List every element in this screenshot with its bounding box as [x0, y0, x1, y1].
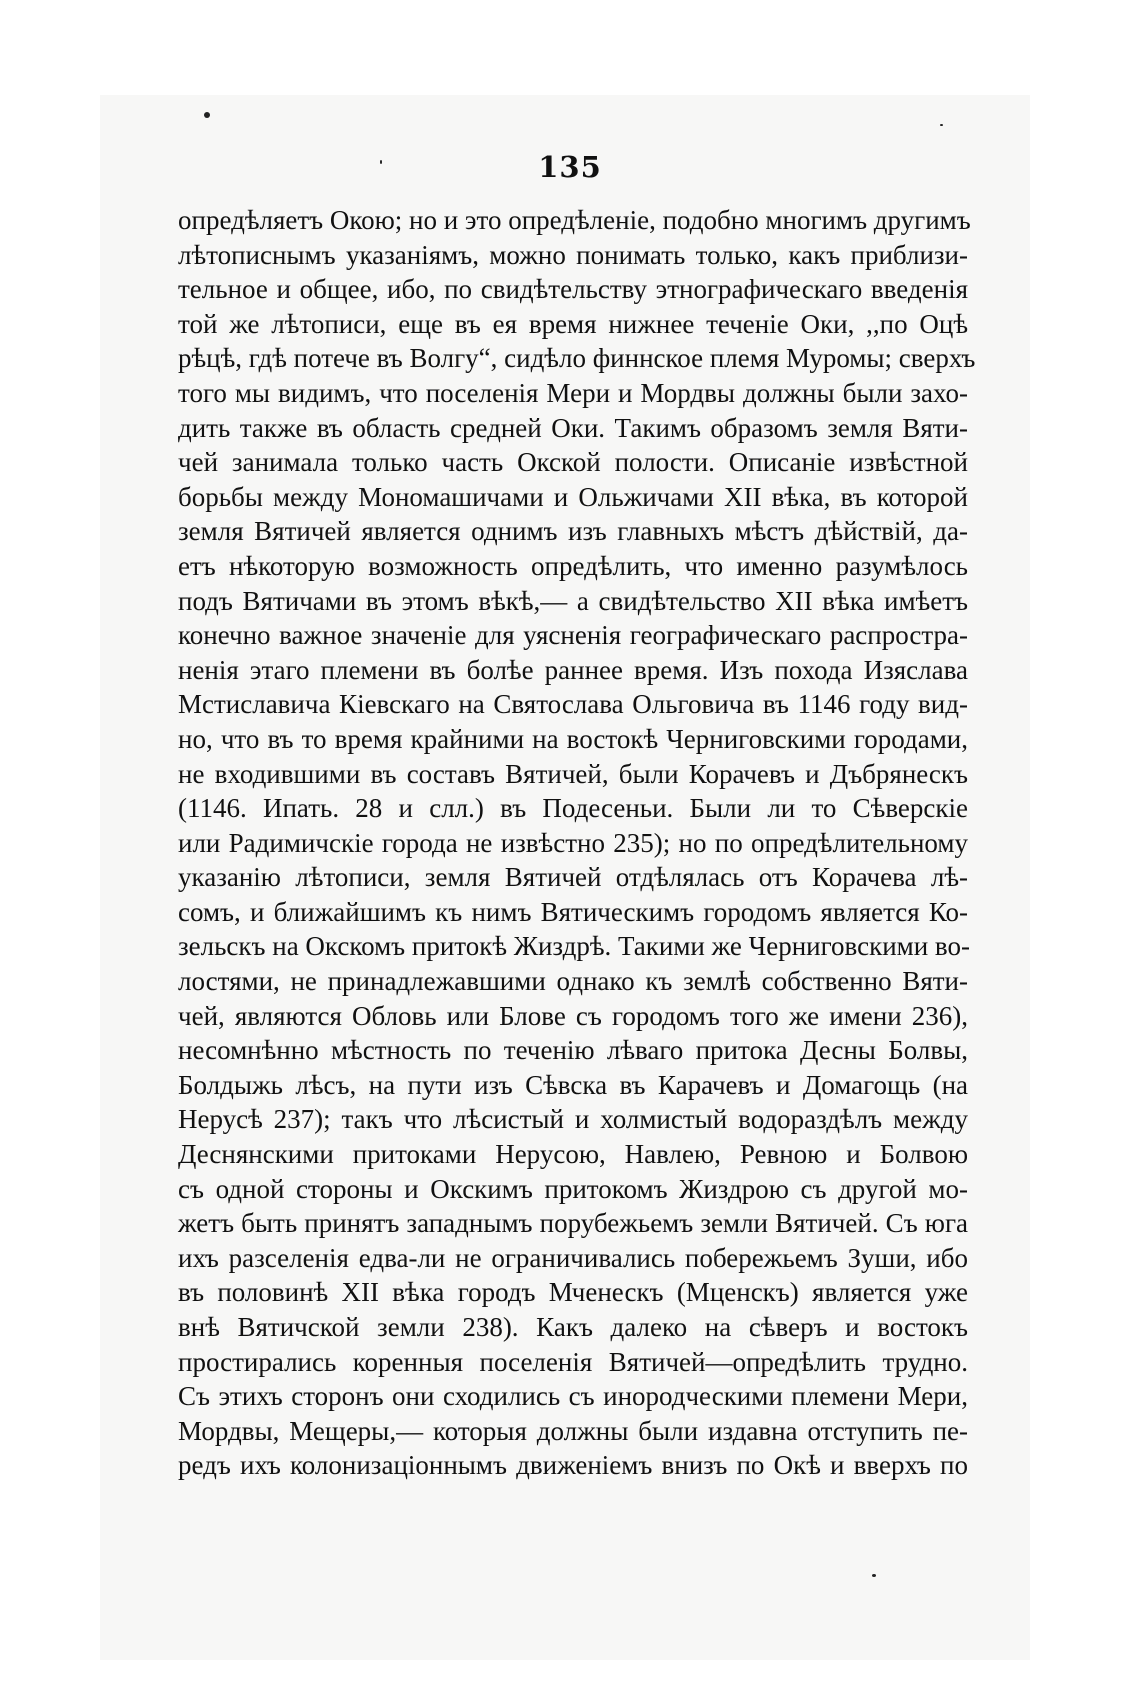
text-line: борьбы между Мономашичами и Ольжичами XII вѣка, въ которой	[178, 481, 968, 512]
text-line: опредѣляетъ Окою; но и это опредѣленіе, подобно многимъ другимъ	[178, 205, 971, 235]
text-line: чей, являются Обловь или Блове съ городомъ того же имени 236),	[178, 1000, 968, 1031]
text-line: (1146. Ипать. 28 и слл.) въ Подесеньи. Были ли то Сѣверскіе	[178, 793, 968, 824]
text-line: той же лѣтописи, еще въ ея время нижнее теченіе Оки, ,,по Оцѣ	[178, 308, 968, 339]
body-text	[178, 203, 976, 1483]
text-line: ненія этаго племени въ болѣе раннее время. Изъ похода Изяслава	[178, 654, 968, 685]
text-line: Съ этихъ сторонъ они сходились съ инородческими племени Мери,	[178, 1381, 968, 1412]
text-line: сомъ, и ближайшимъ къ нимъ Вятическимъ городомъ является Ко-	[178, 896, 968, 927]
text-line: Болдыжь лѣсъ, на пути изъ Сѣвска въ Карачевъ и Домагощь (на	[178, 1069, 968, 1100]
text-line: того мы видимъ, что поселенія Мери и Мордвы должны были захо-	[178, 377, 968, 408]
text-line: тельное и общее, ибо, по свидѣтельству этнографическаго введенія	[178, 274, 968, 305]
text-line: или Радимичскіе города не извѣстно 235); но по опредѣлительному	[178, 827, 968, 858]
text-line: зельскъ на Окскомъ притокѣ Жиздрѣ. Такими же Черниговскими во-	[178, 931, 970, 962]
text-line: редъ ихъ колонизаціоннымъ движеніемъ внизъ по Окѣ и вверхъ по	[178, 1450, 968, 1481]
text-line: жетъ быть принятъ западнымъ порубежьемъ земли Вятичей. Съ юга	[178, 1208, 968, 1239]
text-line: съ одной стороны и Окскимъ притокомъ Жиздрою съ другой мо-	[178, 1173, 968, 1204]
ink-speck	[204, 112, 210, 118]
text-line: Нерусѣ 237); такъ что лѣсистый и холмистый водораздѣлъ между	[178, 1104, 968, 1135]
text-line: земля Вятичей является однимъ изъ главныхъ мѣстъ дѣйствій, да-	[178, 516, 968, 547]
text-line: но, что въ то время крайними на востокѣ Черниговскими городами,	[178, 723, 968, 754]
text-line: Мстиславича Кіевскаго на Святослава Ольговича въ 1146 году вид-	[178, 689, 968, 720]
text-line: въ половинѣ XII вѣка городъ Мченескъ (Мценскъ) является уже	[178, 1277, 968, 1308]
text-line: Мордвы, Мещеры,— которыя должны были издавна отступить пе-	[178, 1415, 968, 1446]
text-line: чей занимала только часть Окской полости. Описаніе извѣстной	[178, 447, 968, 478]
text-line: указанію лѣтописи, земля Вятичей отдѣлялась отъ Корачева лѣ-	[178, 862, 968, 893]
text-line: етъ нѣкоторую возможность опредѣлить, что именно разумѣлось	[178, 550, 968, 581]
ink-speck	[940, 124, 943, 126]
text-line: несомнѣнно мѣстность по теченію лѣваго притока Десны Болвы,	[178, 1035, 968, 1066]
text-line: конечно важное значеніе для уясненія географическаго распростра-	[178, 620, 968, 651]
text-line: дить также въ область средней Оки. Такимъ образомъ земля Вяти-	[178, 412, 968, 443]
text-line: подъ Вятичами въ этомъ вѣкѣ,— а свидѣтельство XII вѣка имѣетъ	[178, 585, 968, 616]
text-line: лѣтописнымъ указаніямъ, можно понимать только, какъ приблизи-	[178, 239, 968, 270]
text-line: внѣ Вятичской земли 238). Какъ далеко на сѣверъ и востокъ	[178, 1312, 968, 1342]
text-line: лостями, не принадлежавшими однако къ землѣ собственно Вяти-	[178, 966, 968, 997]
text-line: не входившими въ составъ Вятичей, были Корачевъ и Дъбрянескъ	[178, 758, 968, 789]
text-line: ихъ разселенія едва-ли не ограничивались побережьемъ Зуши, ибо	[178, 1242, 968, 1273]
ink-speck	[872, 1574, 876, 1577]
text-line: простирались коренныя поселенія Вятичей—опредѣлить трудно.	[178, 1346, 968, 1377]
page-number: 135	[538, 150, 602, 184]
text-line: Деснянскими притоками Нерусою, Навлею, Ревною и Болвою	[178, 1139, 968, 1170]
text-line: рѣцѣ, гдѣ потече въ Волгу“, сидѣло финнское племя Муромы; сверхъ	[178, 343, 976, 374]
